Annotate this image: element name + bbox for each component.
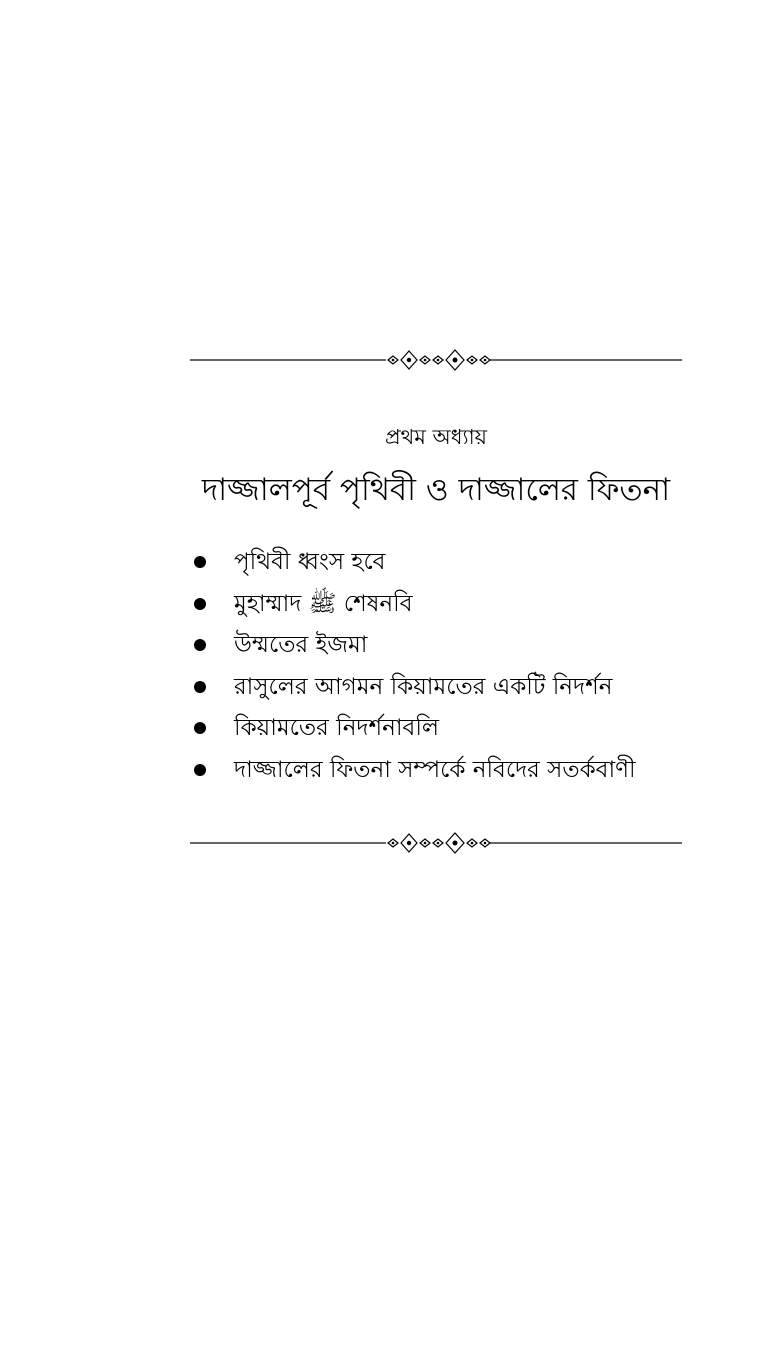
topic-text: কিয়ামতের নিদর্শনাবলি [234,715,440,742]
list-item [194,666,682,708]
topic-text: দাজ্জালের ফিতনা সম্পর্কে নবিদের সতর্কবাণী [234,756,636,783]
chapter-label: প্রথম অধ্যায় [384,425,488,449]
topic-text: পৃথিবী ধ্বংস হবে [234,549,386,575]
list-item [194,749,682,791]
bullet-icon [194,639,206,651]
list-item [194,624,682,666]
chapter-title: দাজ্জালপূর্ব পৃথিবী ও দাজ্জালের ফিতনা [201,472,671,508]
topic-list [194,541,682,791]
topic-text: রাসুলের আগমন কিয়ামতের একটি নিদর্শন [234,673,613,700]
bullet-icon [194,681,206,693]
topic-text: উম্মতের ইজমা [234,632,368,659]
bullet-icon [194,764,206,776]
bullet-icon [194,556,206,568]
bullet-icon [194,598,206,610]
bottom-ornament-divider [190,831,682,855]
topic-text: মুহাম্মাদ ﷺ শেষনবি [234,590,413,617]
top-ornament-divider [190,348,682,372]
bullet-icon [194,722,206,734]
list-item [194,583,682,625]
list-item [194,707,682,749]
list-item [194,541,682,583]
